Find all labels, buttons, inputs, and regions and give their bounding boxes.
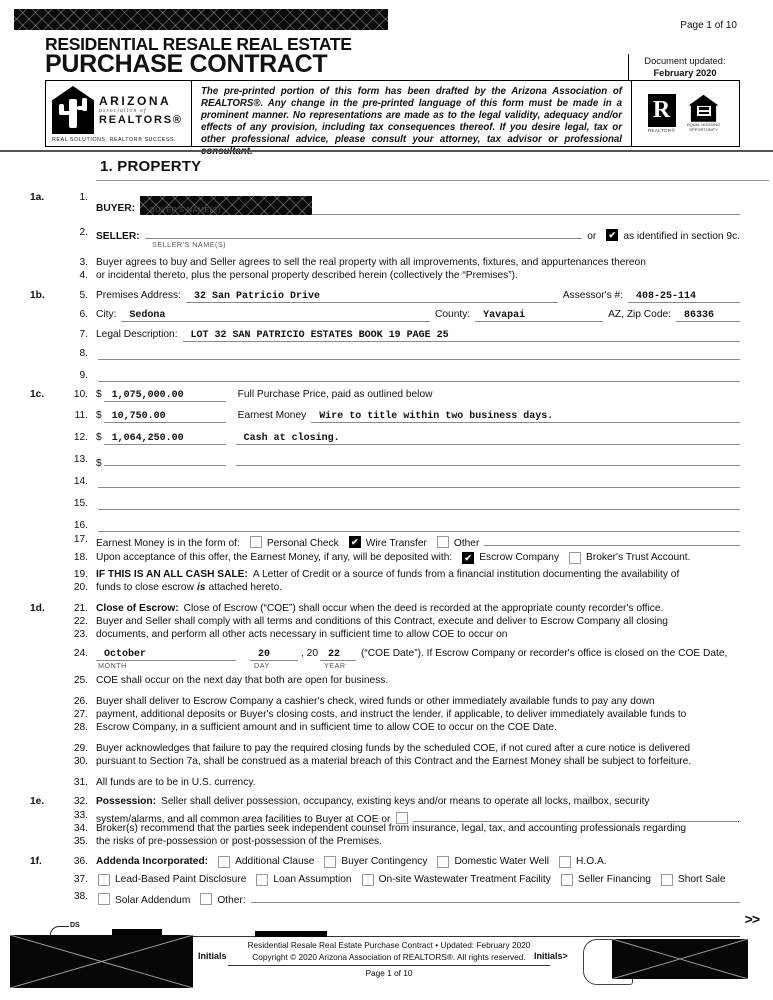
brokers-trust-checkbox[interactable] — [569, 552, 581, 564]
line-number: 31. — [73, 777, 88, 788]
line-number: 15. — [73, 498, 88, 509]
wastewater-checkbox[interactable] — [362, 874, 374, 886]
trade-logos-cell — [631, 81, 739, 146]
line-number: 14. — [73, 476, 88, 487]
short-sale-label: Short Sale — [677, 874, 726, 885]
form-line-13 — [73, 454, 740, 469]
arizona-logo-name: ARIZONA — [99, 94, 172, 108]
other-form-label: Other — [453, 538, 480, 549]
blank-field[interactable] — [98, 370, 740, 382]
coe-month-field[interactable] — [96, 648, 236, 661]
x-mark-icon — [10, 935, 193, 988]
possession-other-field[interactable] — [413, 810, 737, 822]
dollar-sign: $ — [96, 432, 102, 443]
other-form-checkbox[interactable] — [437, 536, 449, 548]
blank-field[interactable] — [98, 476, 740, 488]
coe-year-field[interactable] — [320, 648, 356, 661]
month-sublabel: MONTH — [98, 661, 127, 670]
line-number: 9. — [79, 370, 88, 381]
initials-left-label: Initials — [198, 951, 227, 961]
city-field[interactable] — [121, 309, 430, 322]
equal-housing-label: EQUAL HOUSING OPPORTUNITY — [686, 121, 721, 132]
line-number: 3. — [79, 257, 88, 268]
line-number: 26. — [73, 696, 88, 707]
earnest-form-label: Earnest Money is in the form of: — [96, 538, 240, 549]
form-line-27 — [73, 709, 740, 720]
premises-address-label: Premises Address: — [96, 290, 181, 301]
form-line-23 — [73, 629, 740, 640]
arizona-logo-subtitle: association of — [99, 108, 147, 114]
seller-label: SELLER: — [96, 231, 140, 242]
line-number: 4. — [79, 270, 88, 281]
redacted-initials-right-box[interactable] — [612, 939, 748, 979]
assessor-number-field[interactable] — [628, 290, 740, 303]
buyer-contingency-checkbox[interactable] — [324, 856, 336, 868]
seller-identified-9c-checkbox[interactable]: ✔ — [606, 229, 618, 241]
all-cash-sale-label: IF THIS IS AN ALL CASH SALE: — [96, 569, 248, 580]
form-line-36 — [30, 856, 740, 868]
assessor-number-label: Assessor's #: — [562, 290, 623, 301]
line-number: 11. — [74, 410, 88, 421]
personal-check-checkbox[interactable] — [250, 536, 262, 548]
escrow-company-checkbox[interactable]: ✔ — [462, 552, 474, 564]
form-line-34 — [73, 823, 740, 834]
body-text: Buyer agrees to buy and Seller agrees to sell the real property with all improvements, fixtures, and appurtenances thereon — [96, 257, 646, 268]
form-line-17 — [73, 534, 740, 549]
wire-transfer-checkbox[interactable]: ✔ — [349, 536, 361, 548]
line-number: 24. — [73, 648, 88, 659]
purchase-price-value: 1,075,000.00 — [111, 390, 184, 401]
docusign-ds-label: DS — [70, 922, 80, 929]
year-sublabel: YEAR — [324, 661, 346, 670]
legal-description-label: Legal Description: — [96, 329, 178, 340]
other-form-field[interactable] — [484, 534, 740, 546]
premises-address-field[interactable] — [186, 290, 558, 303]
loan-assumption-label: Loan Assumption — [273, 874, 352, 885]
other-addendum-label: Other: — [217, 895, 246, 906]
form-line-22 — [73, 616, 740, 627]
line-number: 30. — [73, 756, 88, 767]
redaction-notch — [255, 931, 327, 937]
line-number: 2. — [79, 227, 88, 238]
form-line-10 — [30, 389, 740, 402]
seller-financing-label: Seller Financing — [577, 874, 651, 885]
form-line-21 — [30, 603, 740, 614]
body-text: Buyer shall deliver to Escrow Company a cashier's check, wired funds or other immediately available funds to pay any down — [96, 696, 655, 707]
body-text: the risks of pre-possession or post-possession of the Premises. — [96, 836, 382, 847]
body-text: Buyer acknowledges that failure to pay the required closing funds by the scheduled COE, if not cured after a cure notice is delivered — [96, 743, 691, 754]
line-number: 19. — [73, 569, 88, 580]
balance-note-value: Cash at closing. — [243, 433, 340, 444]
section-marker-1d: 1d. — [30, 603, 45, 614]
section-marker-1a: 1a. — [30, 192, 45, 203]
form-line-19 — [73, 569, 740, 580]
redacted-initials-left-box[interactable] — [10, 935, 193, 988]
form-line-24 — [73, 648, 740, 670]
body-text: funds to close escrow — [96, 582, 194, 593]
line-number: 29. — [73, 743, 88, 754]
assessor-number-value: 408-25-114 — [636, 291, 697, 302]
earnest-money-note-field[interactable] — [311, 410, 740, 423]
x-mark-icon — [612, 939, 748, 979]
lead-paint-label: Lead-Based Paint Disclosure — [115, 874, 247, 885]
escrow-company-label: Escrow Company — [479, 552, 560, 563]
hoa-label: H.O.A. — [576, 856, 607, 867]
seller-identified-9c-label: as identified in section 9c. — [623, 231, 740, 242]
section-marker-1e: 1e. — [30, 796, 45, 807]
possession-label: Possession: — [96, 796, 157, 807]
initials-right-label: Initials> — [534, 951, 568, 961]
form-line-8 — [79, 348, 740, 360]
line-number: 17. — [73, 534, 88, 545]
day-sublabel: DAY — [254, 661, 270, 670]
document-title-line2: PURCHASE CONTRACT — [45, 50, 328, 78]
line-number: 35. — [73, 836, 88, 847]
dollar-sign: $ — [96, 458, 102, 469]
wire-transfer-label: Wire Transfer — [365, 538, 427, 549]
arizona-realtors-house-cactus-icon — [52, 86, 94, 134]
header-rule — [0, 150, 773, 152]
continue-marker: >> — [744, 911, 759, 927]
body-text: Close of Escrow (“COE”) shall occur when the deed is recorded at the appropriate county recorder's office. — [183, 603, 664, 614]
body-text: Escrow Company, in a sufficient amount and in sufficient time to allow COE to occur on the COE Date. — [96, 722, 557, 733]
earnest-money-label: Earnest Money — [237, 410, 307, 421]
body-text: Broker(s) recommend that the parties seek independent counsel from insurance, legal, tax, and accounting professionals regarding — [96, 823, 687, 834]
form-line-12 — [73, 432, 740, 445]
footer-contract-line: Residential Resale Real Estate Purchase Contract • Updated: February 2020 — [247, 940, 531, 950]
emphasis-is: is — [196, 582, 206, 593]
form-line-15 — [73, 498, 740, 510]
line-number: 13. — [73, 454, 88, 465]
zip-value: 86336 — [684, 310, 715, 321]
personal-check-label: Personal Check — [266, 538, 339, 549]
zip-label: AZ, Zip Code: — [608, 309, 671, 320]
line-number: 33. — [73, 810, 88, 821]
county-field[interactable] — [475, 309, 603, 322]
redacted-header-bar — [14, 9, 388, 30]
zip-field[interactable] — [676, 309, 740, 322]
line-number: 18. — [73, 552, 88, 563]
earnest-money-field[interactable] — [104, 410, 226, 423]
line-number: 10. — [73, 389, 88, 400]
equal-housing-icon — [689, 95, 719, 122]
page-number-top: Page 1 of 10 — [680, 20, 737, 31]
form-line-32 — [30, 796, 740, 807]
additional-clause-label: Additional Clause — [235, 856, 315, 867]
body-text: Seller shall deliver possession, occupancy, existing keys and/or means to operate all locks, mailbox, security — [161, 796, 650, 807]
form-line-7 — [79, 329, 740, 342]
body-text: or incidental thereto, plus the personal property described herein (collectively the “Premises”). — [96, 270, 518, 281]
line-number: 22. — [73, 616, 88, 627]
balance-field[interactable] — [104, 432, 226, 445]
other-addendum-checkbox[interactable] — [200, 893, 212, 905]
period-text: . — [737, 814, 740, 825]
line-number: 34. — [73, 823, 88, 834]
body-text: pursuant to Section 7a, shall be construed as a material breach of this Contract and the Earnest Money shall be subject to forfeiture. — [96, 756, 692, 767]
form-line-16 — [73, 520, 740, 532]
legal-description-value: LOT 32 SAN PATRICIO ESTATES BOOK 19 PAGE 25 — [190, 330, 449, 341]
city-value: Sedona — [129, 310, 166, 321]
short-sale-checkbox[interactable] — [661, 874, 673, 886]
line-number: 38. — [73, 891, 88, 902]
body-text: (“COE Date”). If Escrow Company or recorder's office is closed on the COE Date, — [361, 648, 728, 659]
brokers-trust-label: Broker's Trust Account. — [586, 552, 691, 563]
county-value: Yavapai — [483, 310, 526, 321]
line-number: 6. — [79, 309, 88, 320]
possession-other-checkbox[interactable] — [396, 812, 408, 824]
blank-field[interactable] — [98, 348, 740, 360]
wastewater-label: On-site Wastewater Treatment Facility — [378, 874, 551, 885]
premises-address-value: 32 San Patricio Drive — [193, 291, 320, 302]
form-line-14 — [73, 476, 740, 488]
arizona-realtors-logo-cell — [46, 81, 192, 146]
form-line-37 — [73, 874, 740, 886]
section-1-heading: 1. PROPERTY — [100, 158, 202, 175]
realtor-logo-label: REALTOR® — [647, 128, 676, 133]
section-marker-1f: 1f. — [30, 856, 42, 867]
line-number: 36. — [73, 856, 88, 867]
form-line-38 — [73, 891, 740, 906]
association-info-box — [45, 80, 740, 158]
coe-day-field[interactable] — [250, 648, 298, 661]
line-number: 28. — [73, 722, 88, 733]
form-line-35 — [73, 836, 740, 847]
line-number: 21. — [73, 603, 88, 614]
body-text: payment, additional deposits or Buyer's closing costs, and instruct the lender, if applicable, to deliver immediately available funds to — [96, 709, 687, 720]
coe-year-value: 22 — [328, 649, 341, 660]
balance-value: 1,064,250.00 — [111, 433, 184, 444]
purchase-price-field[interactable] — [104, 389, 226, 402]
form-disclaimer-text: The pre-printed portion of this form has been drafted by the Arizona Association of REALTORS®. Any change in the pre-printed language of this form must be made in a prominent manner. No representations are made as to the legal validity, adequacy and/or effects of any provision, including tax consequences thereof. If you desire legal, tax or other professional advice, please consult your attorney, tax advisor or professional consultant. — [201, 86, 622, 158]
dollar-sign: $ — [96, 410, 102, 421]
body-text: A Letter of Credit or a source of funds from a financial institution documenting the availability of — [252, 569, 680, 580]
seller-financing-checkbox[interactable] — [561, 874, 573, 886]
line-number: 1. — [79, 192, 88, 203]
body-text: documents, and perform all other acts necessary in sufficient time to allow COE to occur on — [96, 629, 508, 640]
line-number: 8. — [79, 348, 88, 359]
body-text: attached hereto. — [208, 582, 283, 593]
seller-name-field[interactable] — [145, 227, 583, 239]
blank-field[interactable] — [98, 520, 740, 532]
body-text: Buyer and Seller shall comply with all terms and conditions of this Contract, execute and deliver to Escrow Company all closing — [96, 616, 668, 627]
body-text: COE shall occur on the next day that both are open for business. — [96, 675, 389, 686]
buyer-contingency-label: Buyer Contingency — [341, 856, 428, 867]
blank-field[interactable] — [98, 498, 740, 510]
domestic-water-well-checkbox[interactable] — [437, 856, 449, 868]
domestic-water-well-label: Domestic Water Well — [454, 856, 549, 867]
line-number: 20. — [73, 582, 88, 593]
line-number: 37. — [73, 874, 88, 885]
line-number: 12. — [73, 432, 88, 443]
line-number: 7. — [79, 329, 88, 340]
buyer-name-field[interactable] — [140, 192, 740, 215]
deposited-with-label: Upon acceptance of this offer, the Earnest Money, if any, will be deposited with: — [96, 552, 453, 563]
footer-page-number: Page 1 of 10 — [228, 965, 550, 980]
city-label: City: — [96, 309, 117, 320]
form-line-30 — [73, 756, 740, 767]
close-of-escrow-label: Close of Escrow: — [96, 603, 179, 614]
blank-field[interactable] — [236, 454, 740, 466]
dollar-sign: $ — [96, 389, 102, 400]
form-line-26 — [73, 696, 740, 707]
document-title-line1: RESIDENTIAL RESALE REAL ESTATE — [45, 34, 352, 54]
form-line-18 — [73, 552, 740, 564]
other-addendum-field[interactable] — [251, 891, 740, 903]
loan-assumption-checkbox[interactable] — [256, 874, 268, 886]
hoa-checkbox[interactable] — [559, 856, 571, 868]
footer-copyright-line: Copyright © 2020 Arizona Association of REALTORS®. All rights reserved. — [252, 951, 526, 962]
lead-paint-checkbox[interactable] — [98, 874, 110, 886]
coe-month-value: October — [104, 649, 147, 660]
buyer-name-sublabel: BUYER'S NAME(S) — [150, 205, 221, 214]
buyer-label: BUYER: — [96, 203, 136, 214]
realtor-r-icon: R — [648, 94, 676, 127]
arizona-logo-realtors: REALTORS® — [99, 114, 183, 126]
form-line-2 — [79, 227, 740, 249]
earnest-money-note-value: Wire to title within two business days. — [319, 411, 554, 422]
solar-addendum-checkbox[interactable] — [98, 893, 110, 905]
form-line-25 — [73, 675, 740, 686]
form-line-4 — [79, 270, 740, 281]
form-line-6 — [79, 309, 740, 322]
legal-description-field[interactable] — [183, 329, 740, 342]
section-marker-1b: 1b. — [30, 290, 45, 301]
form-line-20 — [73, 582, 740, 593]
year-prefix: , 20 — [301, 648, 318, 659]
blank-amount-field[interactable] — [104, 454, 226, 466]
document-updated-label: Document updated: — [644, 56, 726, 66]
addenda-label: Addenda Incorporated: — [96, 856, 209, 867]
purchase-price-label: Full Purchase Price, paid as outlined below — [237, 389, 433, 400]
footer-center-block — [228, 940, 550, 980]
additional-clause-checkbox[interactable] — [218, 856, 230, 868]
form-line-3 — [79, 257, 740, 268]
section-1-rule — [96, 180, 769, 181]
line-number: 25. — [73, 675, 88, 686]
line-number: 16. — [73, 520, 88, 531]
form-line-31 — [73, 777, 740, 788]
county-label: County: — [435, 309, 471, 320]
form-line-9 — [79, 370, 740, 382]
line-number: 23. — [73, 629, 88, 640]
document-updated-box — [628, 54, 741, 81]
arizona-logo-tagline: REAL SOLUTIONS. REALTOR® SUCCESS. — [52, 137, 177, 143]
earnest-money-value: 10,750.00 — [111, 411, 166, 422]
section-marker-1c: 1c. — [30, 389, 45, 400]
line-number: 5. — [79, 290, 88, 301]
solar-addendum-label: Solar Addendum — [115, 895, 191, 906]
balance-note-field[interactable] — [236, 432, 740, 445]
form-line-29 — [73, 743, 740, 754]
coe-day-value: 20 — [258, 649, 271, 660]
line-number: 27. — [73, 709, 88, 720]
line-number: 32. — [73, 796, 88, 807]
or-text: or — [587, 231, 597, 242]
form-line-11 — [74, 410, 740, 423]
body-text: All funds are to be in U.S. currency. — [96, 777, 256, 788]
document-updated-value: February 2020 — [653, 68, 717, 79]
form-line-28 — [73, 722, 740, 733]
form-line-5 — [30, 290, 740, 303]
seller-name-sublabel: SELLER'S NAME(S) — [152, 240, 227, 249]
body-text: system/alarms, and all common area facilities to Buyer at COE or — [96, 814, 391, 825]
form-line-1 — [30, 192, 740, 215]
